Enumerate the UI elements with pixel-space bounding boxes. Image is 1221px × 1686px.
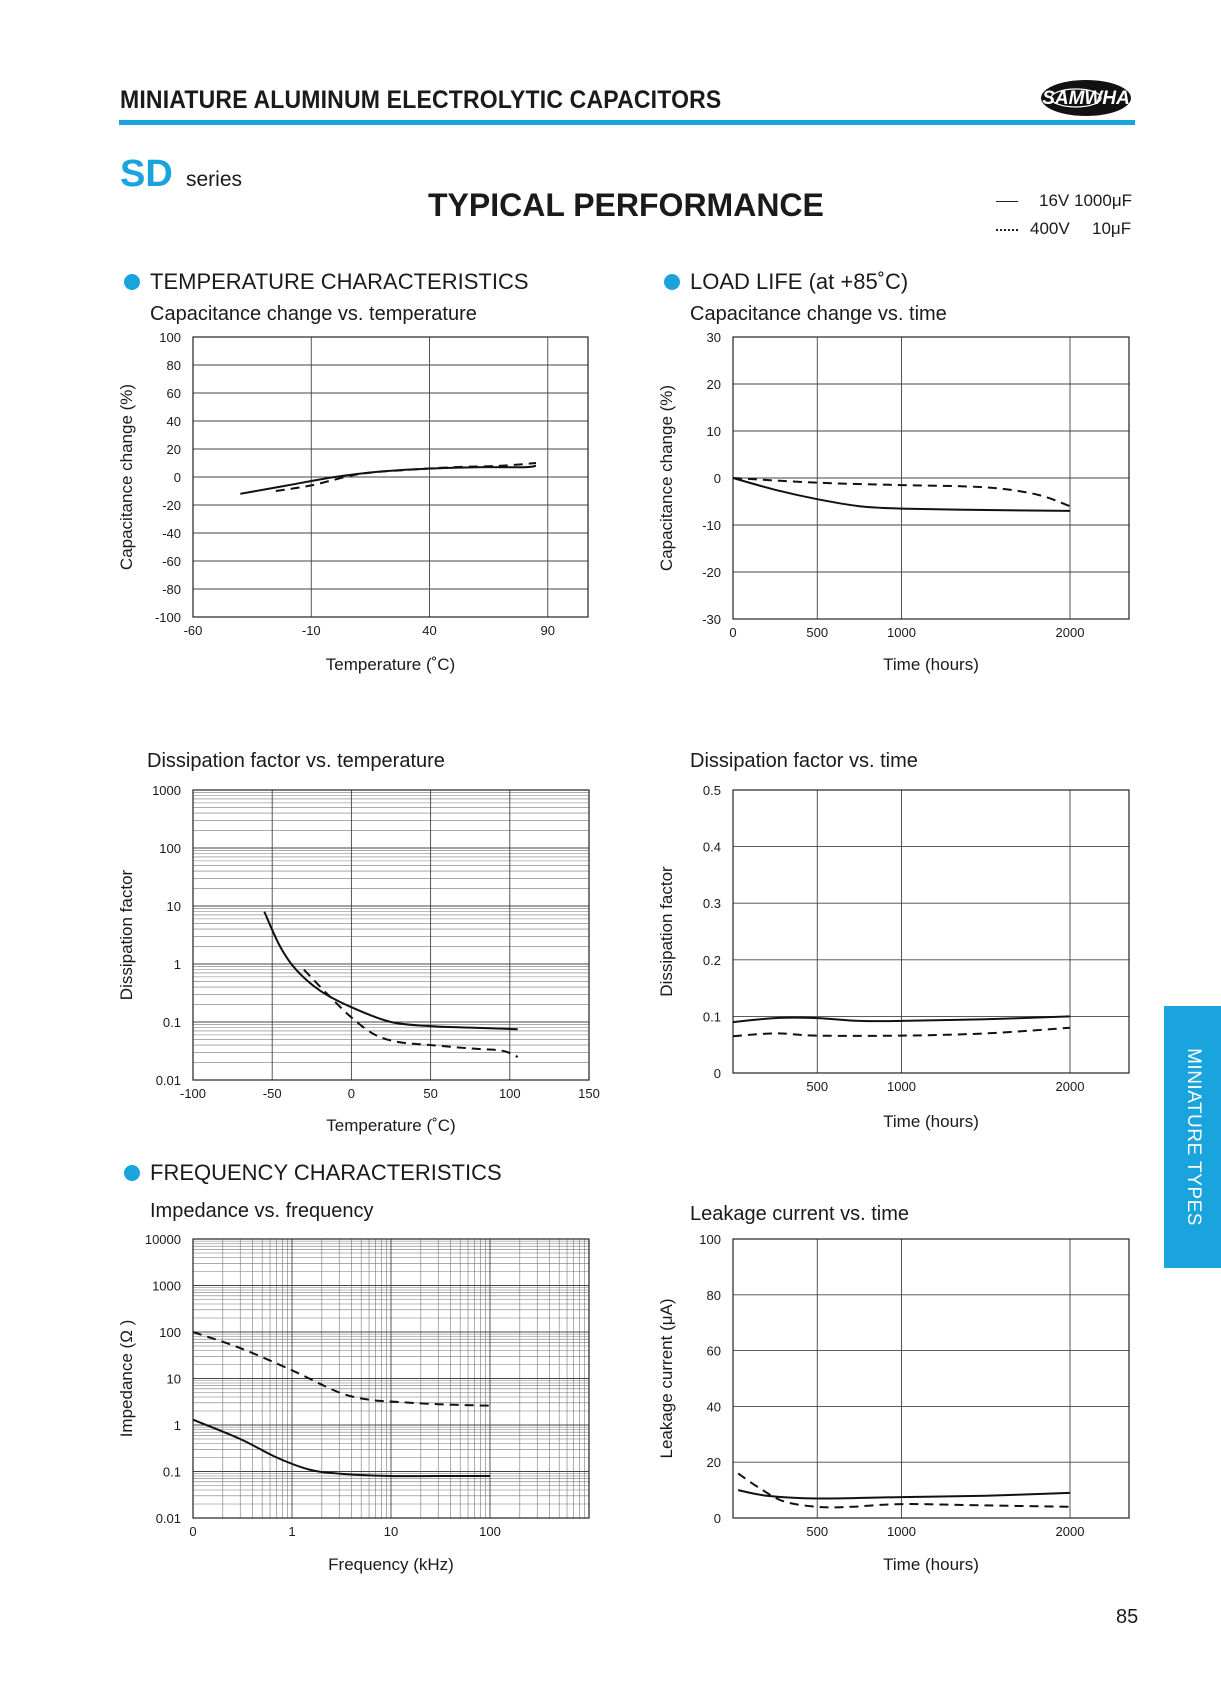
y-tick-label: 0.2 (702, 952, 721, 968)
y-tick-label: 0.1 (702, 1009, 721, 1025)
series-line-16v (738, 1490, 1070, 1498)
x-tick-label: 100 (479, 1524, 501, 1539)
chart-title-imp-freq: Impedance vs. frequency (150, 1200, 374, 1222)
series-line-400v (738, 1473, 1070, 1507)
section-load-life (664, 269, 908, 295)
y-tick-label: -20 (702, 565, 721, 580)
chart-title-cap-temp: Capacitance change vs. temperature (150, 303, 477, 325)
x-tick-label: -50 (262, 1086, 282, 1101)
y-tick-label: 1000 (152, 1278, 181, 1294)
x-axis-label: Time (hours) (883, 1112, 979, 1131)
y-tick-label: 20 (706, 377, 721, 392)
y-tick-label: 0.1 (162, 1464, 181, 1480)
chart-leak-time (650, 1225, 1150, 1595)
y-tick-label: 0.4 (702, 839, 721, 855)
y-tick-label: 20 (166, 442, 181, 457)
series-line-400v (193, 1332, 490, 1406)
y-tick-label: 100 (699, 1232, 721, 1247)
chart-cap-time (650, 325, 1150, 695)
series-line-400v (304, 970, 518, 1057)
x-tick-label: 1000 (887, 1079, 916, 1094)
x-axis-label: Frequency (kHz) (328, 1555, 454, 1574)
bullet-icon (124, 274, 140, 290)
section-temperature-label: TEMPERATURE CHARACTERISTICS (150, 269, 529, 294)
x-tick-label: 2000 (1055, 625, 1085, 640)
y-axis-label: Capacitance change (%) (117, 383, 136, 571)
legend-capacitance: 1000μF (1074, 191, 1132, 210)
y-tick-label: 1 (173, 957, 181, 972)
y-tick-label: 10 (706, 424, 721, 439)
x-tick-label: 10 (383, 1524, 399, 1539)
legend-row-solid (992, 190, 1132, 218)
y-tick-label: 60 (706, 1343, 721, 1359)
chart-df-time (650, 775, 1150, 1135)
y-axis-label: Dissipation factor (657, 866, 676, 997)
side-tab-label: MINIATURE TYPES (1182, 1048, 1204, 1226)
y-tick-label: -100 (154, 610, 181, 625)
section-temperature (124, 269, 529, 295)
y-tick-label: 0.01 (155, 1511, 181, 1526)
y-tick-label: 40 (706, 1399, 721, 1415)
y-tick-label: -80 (162, 582, 181, 597)
x-tick-label: -60 (183, 623, 203, 638)
x-tick-label: -100 (179, 1086, 207, 1101)
y-tick-label: 0.5 (702, 783, 721, 798)
x-tick-label: 50 (423, 1086, 438, 1101)
series-line-16v (193, 1420, 490, 1476)
legend-dotted-line (996, 229, 1018, 231)
bullet-icon (664, 274, 680, 290)
y-tick-label: 0 (713, 1066, 721, 1081)
y-tick-label: 10 (166, 1371, 181, 1387)
x-tick-label: 500 (806, 625, 829, 640)
x-tick-label: 500 (806, 1079, 829, 1094)
legend-solid-line (996, 201, 1018, 202)
side-tab-miniature-types[interactable] (1164, 1006, 1221, 1268)
page-number: 85 (1116, 1606, 1139, 1628)
y-tick-label: 10000 (144, 1232, 181, 1247)
y-tick-label: -10 (702, 518, 721, 533)
y-tick-label: -40 (162, 526, 181, 541)
y-tick-label: -30 (702, 612, 721, 627)
x-tick-label: 1000 (887, 1524, 916, 1539)
x-tick-label: 1000 (887, 625, 916, 640)
x-tick-label: 0 (729, 625, 737, 640)
page-title: TYPICAL PERFORMANCE (428, 187, 824, 223)
y-tick-label: 80 (706, 1287, 721, 1303)
logo-text: SAMWHA (1042, 88, 1130, 109)
samwha-logo (1040, 79, 1132, 117)
x-tick-label: 0 (189, 1524, 197, 1539)
series-name: SD (120, 153, 173, 195)
y-axis-label: Leakage current (μA) (657, 1298, 676, 1459)
chart-title-df-time: Dissipation factor vs. time (690, 750, 918, 772)
x-axis-label: Time (hours) (883, 655, 979, 674)
chart-title-leak-time: Leakage current vs. time (690, 1203, 909, 1225)
chart-df-temp (110, 775, 610, 1135)
chart-title-df-temp: Dissipation factor vs. temperature (147, 750, 445, 772)
chart-cap-temp (110, 325, 610, 695)
x-tick-label: 2000 (1055, 1524, 1085, 1539)
section-frequency-label: FREQUENCY CHARACTERISTICS (150, 1160, 502, 1185)
y-axis-label: Capacitance change (%) (657, 384, 676, 572)
y-tick-label: 1 (173, 1418, 181, 1433)
x-tick-label: 1 (288, 1524, 296, 1539)
chart-title-cap-time: Capacitance change vs. time (690, 303, 947, 325)
y-tick-label: 0 (713, 1511, 721, 1526)
y-tick-label: 30 (706, 330, 721, 345)
y-axis-label: Impedance (Ω ) (117, 1319, 136, 1438)
y-tick-label: 0.01 (155, 1073, 181, 1088)
x-tick-label: 100 (498, 1086, 521, 1101)
y-tick-label: 100 (159, 841, 181, 856)
y-tick-label: 0.1 (162, 1015, 181, 1030)
x-tick-label: 500 (806, 1524, 829, 1539)
x-tick-label: 2000 (1055, 1079, 1085, 1094)
series-line-16v (240, 466, 536, 494)
y-tick-label: -60 (162, 554, 181, 569)
x-tick-label: 150 (578, 1086, 600, 1101)
x-axis-label: Temperature (˚C) (325, 655, 456, 674)
x-tick-label: 40 (422, 623, 437, 638)
x-axis-label: Time (hours) (883, 1555, 979, 1574)
series-word: series (186, 168, 243, 191)
section-load-life-label: LOAD LIFE (at +85˚C) (690, 269, 909, 294)
x-axis-label: Temperature (˚C) (326, 1116, 456, 1135)
y-tick-label: 1000 (152, 783, 181, 798)
y-tick-label: 10 (166, 899, 181, 914)
y-tick-label: -20 (162, 498, 181, 513)
section-frequency (124, 1160, 502, 1186)
y-tick-label: 0 (173, 470, 181, 485)
chart-imp-freq (110, 1225, 610, 1595)
legend (992, 190, 1132, 246)
y-tick-label: 0.3 (702, 896, 721, 912)
x-tick-label: 90 (540, 623, 556, 638)
legend-capacitance: 10μF (1092, 219, 1132, 238)
y-tick-label: 60 (166, 386, 181, 401)
header-title: MINIATURE ALUMINUM ELECTROLYTIC CAPACITORS (120, 86, 722, 114)
y-tick-label: 40 (166, 414, 181, 429)
plot-frame (193, 790, 589, 1080)
y-tick-label: 20 (706, 1455, 721, 1471)
bullet-icon (124, 1165, 140, 1181)
y-tick-label: 0 (713, 471, 721, 486)
y-tick-label: 80 (166, 358, 181, 373)
x-tick-label: 0 (347, 1086, 356, 1101)
y-axis-label: Dissipation factor (117, 869, 136, 1001)
legend-row-dotted (992, 218, 1132, 246)
y-tick-label: 100 (159, 330, 181, 345)
legend-voltage: 400V (1030, 219, 1070, 238)
y-tick-label: 100 (159, 1325, 181, 1340)
legend-voltage: 16V (1039, 191, 1070, 210)
header-rule (119, 120, 1135, 125)
x-tick-label: -10 (301, 623, 321, 638)
